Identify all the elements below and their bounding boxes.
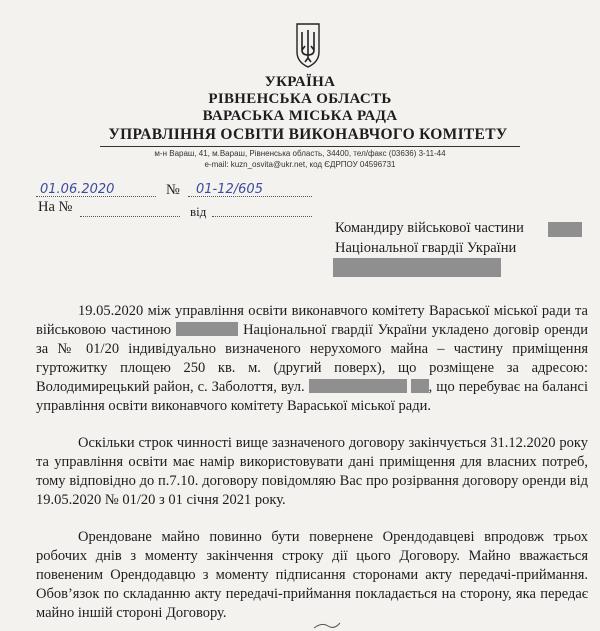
- outgoing-number: 01-12/605: [196, 182, 263, 197]
- header-rule: [100, 146, 520, 147]
- redaction-box: [548, 222, 582, 237]
- reply-to-underline: [80, 216, 180, 217]
- redaction-inline: [176, 322, 238, 336]
- header-department: УПРАВЛІННЯ ОСВІТИ ВИКОНАВЧОГО КОМІТЕТУ: [108, 126, 508, 143]
- reply-date-label: від: [190, 204, 207, 219]
- paragraph-3-text: Орендоване майно повинно бути повернене Орендодавцеві впродовж трьох робочих днів з моменту закінчення строку дії цього Договору. Майно вважається повененим Орендодавцю з моменту підписання сторонами акту передачі-приймання. Обов’язок по складанню акту передачі-приймання покладається на сторону, яка передає майно іншій стороні Договору.: [36, 529, 588, 621]
- paragraph-2: [36, 434, 588, 510]
- recipient-line-1: Командиру військової частини: [335, 220, 524, 236]
- redaction-box: [333, 258, 501, 277]
- header-oblast: РІВНЕНСЬКА ОБЛАСТЬ: [208, 91, 392, 107]
- number-sign: №: [166, 182, 180, 198]
- reply-to-label: На №: [38, 199, 73, 215]
- trident-coat-of-arms-icon: [294, 22, 322, 68]
- signature-mark: [312, 620, 342, 630]
- header-address: м-н Вараш, 41, м.Вараш, Рівненська область, 34400, тел/факс (03636) 3-11-44: [154, 149, 446, 158]
- paragraph-3: [36, 528, 588, 623]
- redaction-inline: [411, 379, 429, 393]
- recipient-line-2: Національної гвардії України: [335, 240, 517, 256]
- paragraph-1-part-1: 19.05.2020 між управління освіти виконавчого комітету Вараської міської ради та військовою частиною: [36, 303, 588, 338]
- paragraph-1-part-3: , що перебуває на балансі управління освіти виконавчого комітету Вараської міської ради.: [36, 379, 589, 414]
- header-country: УКРАЇНА: [264, 74, 336, 90]
- outgoing-date: 01.06.2020: [40, 182, 115, 197]
- header-contact: e-mail: kuzn_osvita@ukr.net, код ЄДРПОУ 04596731: [204, 160, 396, 169]
- paragraph-2-text: Оскільки строк чинності вище зазначеного договору закінчується 31.12.2020 року та управління освіти має намір використовувати дані приміщення для власних потреб, тому відповідно до п.7.10. договору повідомляю Вас про розірвання договору оренди від 19.05.2020 № 01/20 з 01 січня 2021 року.: [36, 435, 588, 508]
- redaction-inline: [309, 379, 407, 393]
- paragraph-1-part-2: Національної гвардії України укладено договір оренди за № 01/20 індивідуально визначеного нерухомого майна – частину приміщення гуртожитку площею 250 кв. м. (другий поверх), що розміщене за адресою: Володимирецький район, с. Заболоття, вул.: [36, 322, 589, 395]
- paragraph-1: [36, 302, 588, 416]
- reply-date-underline: [212, 216, 312, 217]
- header-council: ВАРАСЬКА МІСЬКА РАДА: [202, 108, 398, 124]
